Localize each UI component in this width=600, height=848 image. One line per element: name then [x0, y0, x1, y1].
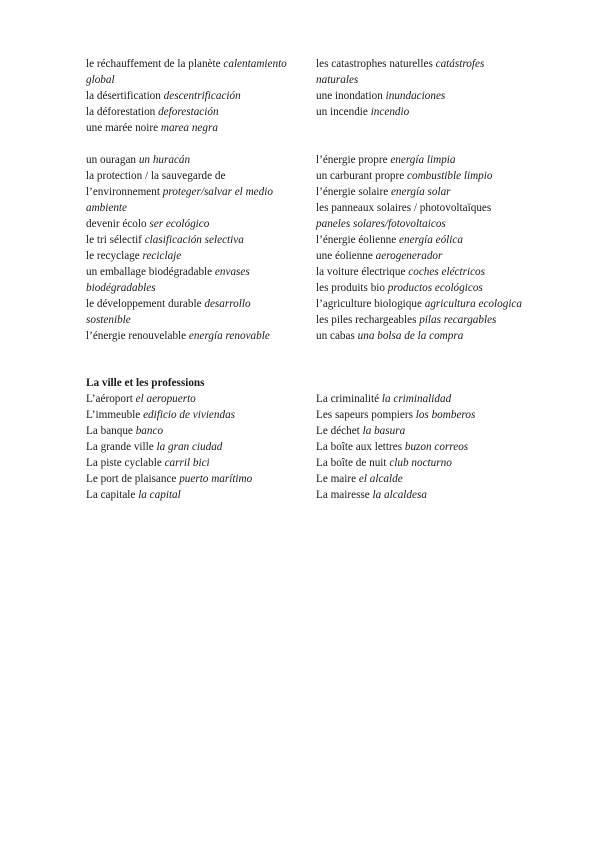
spanish-translation: coches eléctricos — [408, 266, 485, 278]
spanish-translation: puerto marítimo — [179, 473, 253, 485]
vocab-entry — [86, 120, 296, 136]
spanish-translation: catástrofes naturales — [316, 58, 485, 86]
french-term: l’énergie éolienne — [316, 234, 397, 246]
vocab-entry — [86, 264, 296, 296]
french-term: La capitale — [86, 489, 136, 501]
vocab-entry — [316, 423, 526, 439]
spanish-translation: reciclaje — [142, 250, 182, 262]
vocab-entry — [316, 88, 526, 104]
spanish-translation: la capital — [138, 489, 181, 501]
vocab-entry — [316, 280, 526, 296]
spanish-translation: los bomberos — [415, 409, 476, 421]
block2-left-column — [86, 152, 296, 344]
french-term: La banque — [86, 425, 133, 437]
french-term: une marée noire — [86, 122, 159, 134]
vocab-entry — [316, 168, 526, 184]
french-term: un carburant propre — [316, 170, 405, 182]
spanish-translation: la alcaldesa — [372, 489, 427, 501]
french-term: L’aéroport — [86, 393, 133, 405]
vocab-entry — [316, 439, 526, 455]
block1-right-column — [316, 56, 526, 120]
french-term: le réchauffement de la planète — [86, 58, 221, 70]
spanish-translation: deforestación — [158, 106, 219, 118]
french-term: les piles rechargeables — [316, 314, 417, 326]
spanish-translation: envases biodégradables — [86, 266, 250, 294]
french-term: La criminalité — [316, 393, 380, 405]
french-term: La boîte de nuit — [316, 457, 387, 469]
spanish-translation: edificio de viviendas — [143, 409, 236, 421]
french-term: La mairesse — [316, 489, 370, 501]
vocab-entry — [86, 439, 296, 455]
french-term: une inondation — [316, 90, 383, 102]
french-term: la protection / la sauvegarde de l’environnement — [86, 170, 226, 198]
spanish-translation: buzon correos — [404, 441, 469, 453]
vocab-entry — [86, 423, 296, 439]
vocab-entry — [86, 104, 296, 120]
spanish-translation: una bolsa de la compra — [357, 330, 464, 342]
spanish-translation: productos ecológicos — [387, 282, 483, 294]
spanish-translation: inundaciones — [385, 90, 446, 102]
vocab-entry — [316, 391, 526, 407]
vocab-entry — [316, 56, 526, 88]
french-term: l’énergie solaire — [316, 186, 389, 198]
vocab-entry — [316, 312, 526, 328]
vocab-entry — [316, 104, 526, 120]
vocab-entry — [316, 296, 526, 312]
vocab-entry — [316, 200, 526, 232]
french-term: les panneaux solaires / photovoltaïques — [316, 202, 492, 214]
french-term: Les sapeurs pompiers — [316, 409, 413, 421]
vocab-entry — [86, 471, 296, 487]
french-term: le tri sélectif — [86, 234, 142, 246]
vocab-entry — [316, 264, 526, 280]
spanish-translation: pilas recargables — [419, 314, 497, 326]
french-term: les produits bio — [316, 282, 385, 294]
vocab-entry — [86, 455, 296, 471]
spanish-translation: ser ecológico — [149, 218, 210, 230]
block3-right-column — [316, 391, 526, 503]
spanish-translation: agricultura ecologica — [424, 298, 522, 310]
french-term: la déforestation — [86, 106, 156, 118]
french-term: les catastrophes naturelles — [316, 58, 433, 70]
spanish-translation: proteger/salvar el medio ambiente — [86, 186, 273, 214]
spanish-translation: desarrollo sostenible — [86, 298, 251, 326]
french-term: Le port de plaisance — [86, 473, 177, 485]
vocab-entry — [86, 248, 296, 264]
spanish-translation: incendio — [370, 106, 410, 118]
spanish-translation: carril bici — [164, 457, 210, 469]
french-term: l’agriculture biologique — [316, 298, 422, 310]
spanish-translation: energía eólica — [399, 234, 463, 246]
spanish-translation: combustible limpio — [407, 170, 493, 182]
vocab-entry — [316, 471, 526, 487]
spanish-translation: banco — [135, 425, 164, 437]
spanish-translation: energía solar — [390, 186, 451, 198]
block3-left-column — [86, 375, 296, 503]
french-term: un incendie — [316, 106, 368, 118]
vocab-entry — [316, 152, 526, 168]
spanish-translation: la basura — [362, 425, 406, 437]
french-term: La boîte aux lettres — [316, 441, 403, 453]
vocab-entry — [86, 168, 296, 216]
vocab-entry — [86, 216, 296, 232]
spanish-translation: un huracán — [138, 154, 191, 166]
french-term: La piste cyclable — [86, 457, 162, 469]
spanish-translation: descentrificación — [163, 90, 241, 102]
vocab-entry — [86, 407, 296, 423]
vocab-entry — [316, 248, 526, 264]
french-term: la voiture électrique — [316, 266, 406, 278]
vocab-entry — [86, 232, 296, 248]
spanish-translation: el alcalde — [358, 473, 403, 485]
french-term: le recyclage — [86, 250, 140, 262]
french-term: Le déchet — [316, 425, 360, 437]
vocab-entry — [316, 232, 526, 248]
block1-left-column — [86, 56, 296, 136]
vocab-entry — [86, 88, 296, 104]
french-term: La grande ville — [86, 441, 154, 453]
vocab-entry — [316, 328, 526, 344]
french-term: Le maire — [316, 473, 357, 485]
vocab-entry — [316, 407, 526, 423]
vocab-entry — [86, 328, 296, 344]
spanish-translation: club nocturno — [389, 457, 452, 469]
french-term: une éolienne — [316, 250, 373, 262]
section-heading: La ville et les professions — [86, 377, 205, 389]
spanish-translation: marea negra — [160, 122, 218, 134]
french-term: un cabas — [316, 330, 355, 342]
spanish-translation: el aeropuerto — [135, 393, 196, 405]
french-term: L’immeuble — [86, 409, 141, 421]
french-term: le développement durable — [86, 298, 202, 310]
french-term: l’énergie renouvelable — [86, 330, 187, 342]
french-term: l’énergie propre — [316, 154, 388, 166]
spanish-translation: la gran ciudad — [156, 441, 223, 453]
french-term: un ouragan — [86, 154, 137, 166]
french-term: un emballage biodégradable — [86, 266, 213, 278]
spanish-translation: la criminalidad — [381, 393, 452, 405]
spanish-translation: clasificación selectiva — [144, 234, 244, 246]
vocab-entry — [316, 455, 526, 471]
spanish-translation: calentamiento global — [86, 58, 287, 86]
vocab-entry — [316, 487, 526, 503]
spanish-translation: energía renovable — [188, 330, 270, 342]
vocab-entry — [316, 184, 526, 200]
vocab-entry — [86, 296, 296, 328]
spanish-translation: energía limpia — [390, 154, 456, 166]
vocab-entry — [86, 56, 296, 88]
block2-right-column — [316, 152, 526, 344]
french-term: la désertification — [86, 90, 161, 102]
vocab-entry — [86, 391, 296, 407]
french-term: devenir écolo — [86, 218, 147, 230]
vocab-entry — [86, 487, 296, 503]
spanish-translation: aerogenerador — [375, 250, 443, 262]
vocab-entry — [86, 152, 296, 168]
spanish-translation: paneles solares/fotovoltaicos — [316, 218, 446, 230]
